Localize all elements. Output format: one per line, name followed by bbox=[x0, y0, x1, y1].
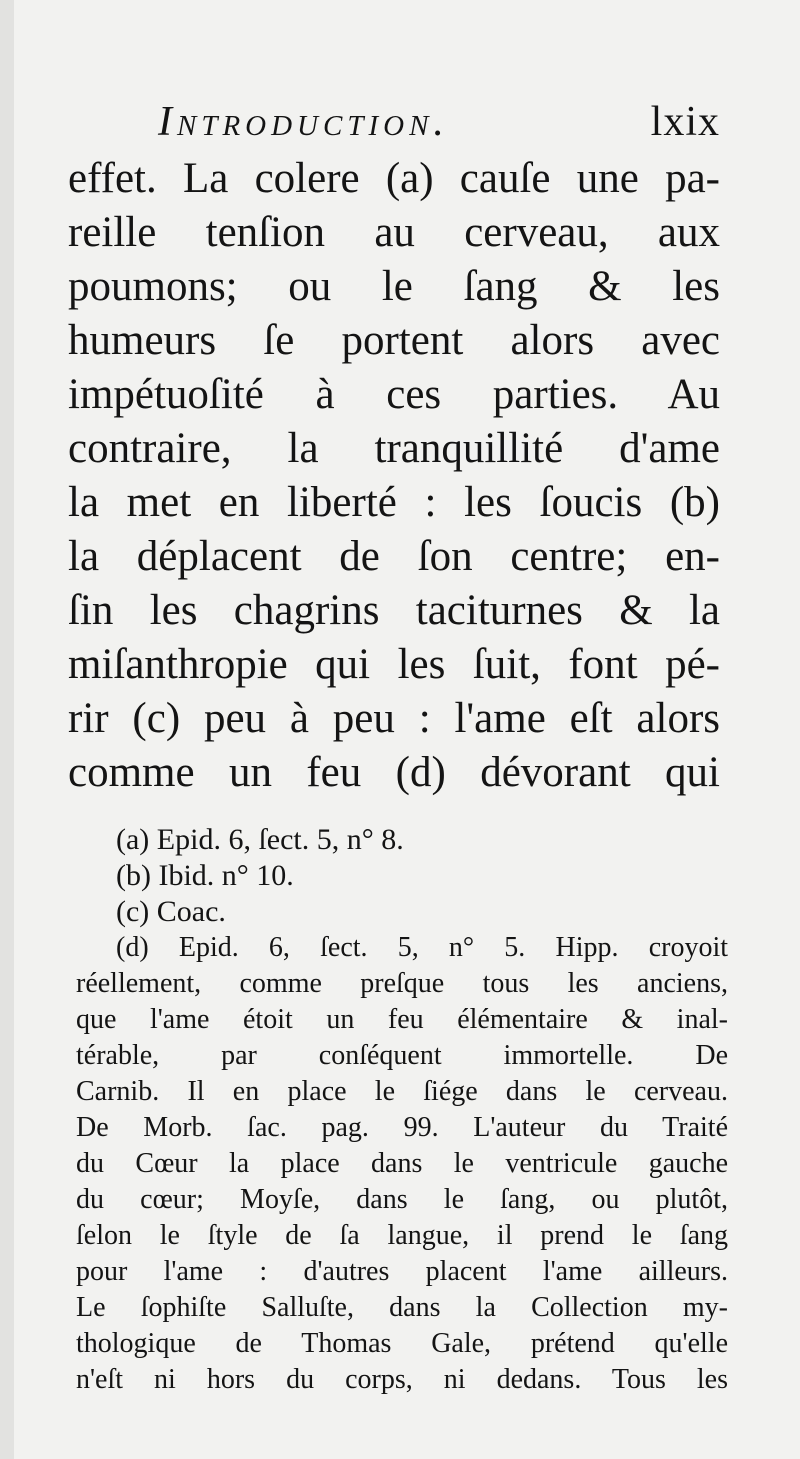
text-line: la met en liberté : les ſoucis (b) bbox=[68, 479, 720, 526]
footnote-d-line: du Cœur la place dans le ventricule gauche bbox=[76, 1148, 728, 1179]
text-line: impétuoſité à ces parties. Au bbox=[68, 371, 720, 418]
footnote-d-line: du cœur; Moyſe, dans le ſang, ou plutôt, bbox=[76, 1184, 728, 1215]
footnote-a: (a) Epid. 6, ſect. 5, n° 8. bbox=[116, 823, 404, 856]
text-line: comme un feu (d) dévorant qui bbox=[68, 749, 720, 796]
text-line: ſin les chagrins taciturnes & la bbox=[68, 587, 720, 634]
running-title: Introduction. bbox=[158, 99, 449, 145]
footnote-d-line: pour l'ame : d'autres placent l'ame ailleurs. bbox=[76, 1256, 728, 1287]
text-line: rir (c) peu à peu : l'ame eſt alors bbox=[68, 695, 720, 742]
footnote-d-line: ſelon le ſtyle de ſa langue, il prend le ſang bbox=[76, 1220, 728, 1251]
text-line: miſanthropie qui les ſuit, font pé- bbox=[68, 641, 720, 688]
text-line: humeurs ſe portent alors avec bbox=[68, 317, 720, 364]
footnotes bbox=[76, 822, 728, 1398]
text-line: effet. La colere (a) cauſe une pa- bbox=[68, 155, 720, 202]
page-header bbox=[158, 98, 720, 152]
footnote-d-line: thologique de Thomas Gale, prétend qu'elle bbox=[76, 1328, 728, 1359]
footnote-d-line: réellement, comme preſque tous les anciens, bbox=[76, 968, 728, 999]
page-number: lxix bbox=[650, 99, 720, 145]
main-text bbox=[68, 152, 720, 800]
footnote-d-line: n'eſt ni hors du corps, ni dedans. Tous les bbox=[76, 1364, 728, 1395]
footnote-d-line: Carnib. Il en place le ſiége dans le cerveau. bbox=[76, 1076, 728, 1107]
footnote-d-line: Le ſophiſte Salluſte, dans la Collection my- bbox=[76, 1292, 728, 1323]
text-line: contraire, la tranquillité d'ame bbox=[68, 425, 720, 472]
footnote-d-line: De Morb. ſac. pag. 99. L'auteur du Traité bbox=[76, 1112, 728, 1143]
text-line: la déplacent de ſon centre; en- bbox=[68, 533, 720, 580]
footnote-d-line: (d) Epid. 6, ſect. 5, n° 5. Hipp. croyoit bbox=[116, 932, 728, 963]
text-line: poumons; ou le ſang & les bbox=[68, 263, 720, 310]
footnote-b: (b) Ibid. n° 10. bbox=[116, 859, 294, 892]
text-line: reille tenſion au cerveau, aux bbox=[68, 209, 720, 256]
footnote-c: (c) Coac. bbox=[116, 895, 226, 928]
page-edge bbox=[0, 0, 14, 1459]
footnote-d-line: térable, par conſéquent immortelle. De bbox=[76, 1040, 728, 1071]
footnote-d-line: que l'ame étoit un feu élémentaire & inal- bbox=[76, 1004, 728, 1035]
